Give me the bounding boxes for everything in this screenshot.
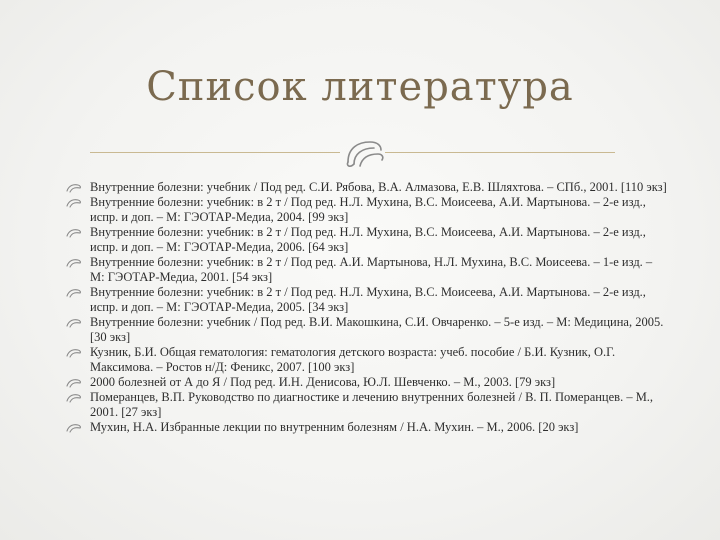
scroll-bullet-icon [66,393,82,403]
reference-text: Кузник, Б.И. Общая гематология: гематология детского возраста: учеб. пособие / Б.И. Кузник, О.Г. Максимова. – Ростов н/Д: Феникс, 2007. [100 экз] [90,345,616,374]
reference-item [0,255,720,285]
scroll-bullet-icon [66,348,82,358]
scroll-bullet-icon [66,423,82,433]
reference-text: Внутренние болезни: учебник: в 2 т / Под ред. Н.Л. Мухина, В.С. Моисеева, А.И. Мартынова. – 2-е изд., испр. и доп. – М: ГЭОТАР-Медиа, 2006. [64 экз] [90,225,646,254]
reference-item [0,195,720,225]
reference-text: 2000 болезней от А до Я / Под ред. И.Н. Денисова, Ю.Л. Шевченко. – М., 2003. [79 экз] [90,375,556,389]
scroll-bullet-icon [66,228,82,238]
scroll-bullet-icon [66,318,82,328]
reference-item [0,390,720,420]
scroll-bullet-icon [66,288,82,298]
scroll-bullet-icon [66,378,82,388]
scroll-bullet-icon [66,258,82,268]
title-divider-left [90,152,340,153]
reference-item [0,375,720,390]
slide-title: Список литература [146,64,574,110]
reference-text: Внутренние болезни: учебник: в 2 т / Под ред. Н.Л. Мухина, В.С. Моисеева, А.И. Мартынова. – 2-е изд., испр. и доп. – М: ГЭОТАР-Медиа, 2004. [99 экз] [90,195,646,224]
reference-text: Внутренние болезни: учебник / Под ред. В.И. Макошкина, С.И. Овчаренко. – 5-е изд. – М: Медицина, 2005. [30 экз] [90,315,664,344]
title-divider-right [385,152,615,153]
reference-item [0,285,720,315]
scroll-bullet-icon [66,198,82,208]
reference-item [0,315,720,345]
reference-text: Померанцев, В.П. Руководство по диагностике и лечению внутренних болезней / В. П. Померанцев. – М., 2001. [27 экз] [90,390,654,419]
reference-item [0,345,720,375]
reference-list [0,180,720,435]
reference-item [0,180,720,195]
reference-text: Внутренние болезни: учебник: в 2 т / Под ред. А.И. Мартынова, Н.Л. Мухина, В.С. Моисеева. – 1-е изд. – М: ГЭОТАР-Медиа, 2001. [54 экз] [90,255,653,284]
scroll-ornament-icon [340,136,386,170]
reference-item [0,225,720,255]
reference-item [0,420,720,435]
reference-text: Внутренние болезни: учебник: в 2 т / Под ред. Н.Л. Мухина, В.С. Моисеева, А.И. Мартынова. – 2-е изд., испр. и доп. – М: ГЭОТАР-Медиа, 2005. [34 экз] [90,285,646,314]
reference-text: Мухин, Н.А. Избранные лекции по внутренним болезням / Н.А. Мухин. – М., 2006. [20 экз] [90,420,579,434]
scroll-bullet-icon [66,183,82,193]
reference-text: Внутренние болезни: учебник / Под ред. С.И. Рябова, В.А. Алмазова, Е.В. Шляхтова. – СПб., 2001. [110 экз] [90,180,667,194]
